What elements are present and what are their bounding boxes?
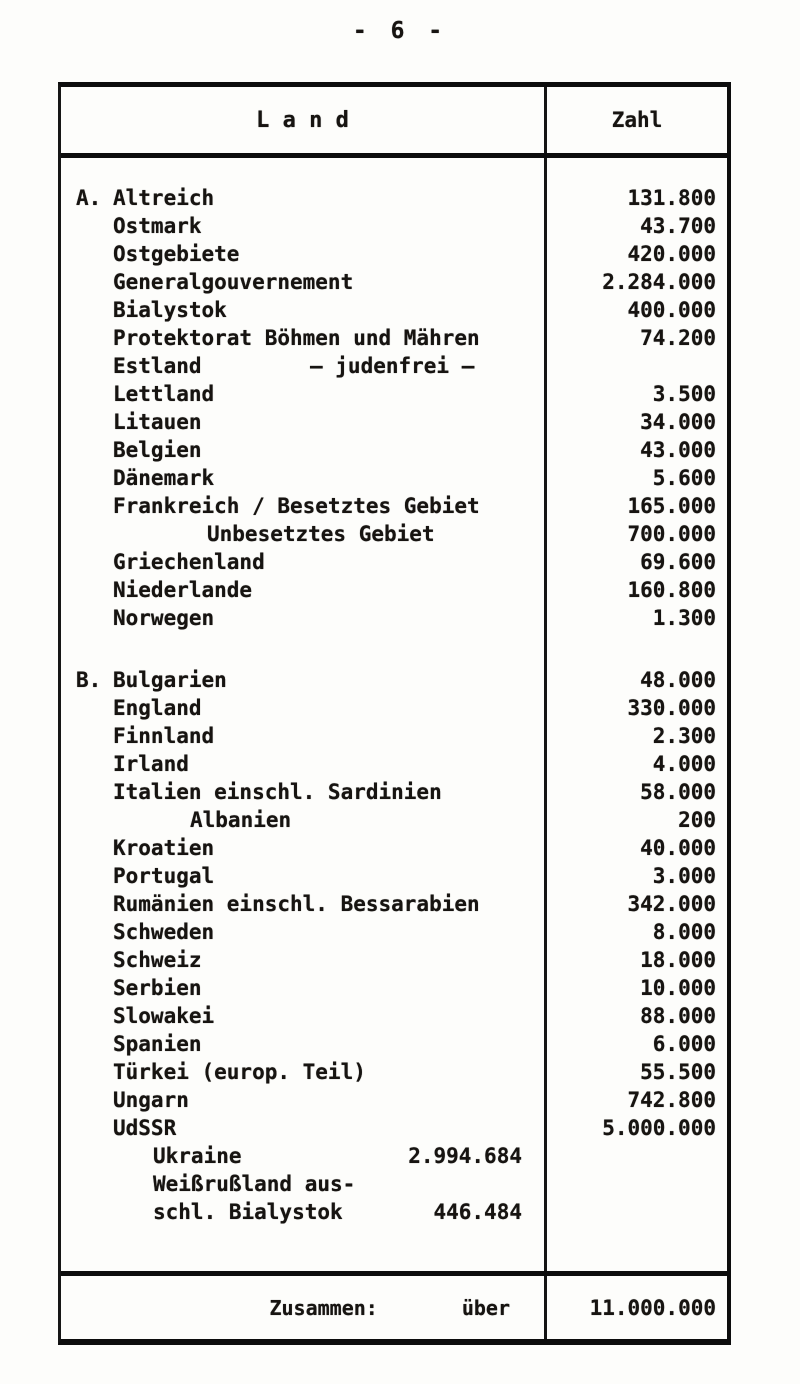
- total-value: 11.000.000: [589, 1295, 716, 1320]
- land-name: Bulgarien: [113, 668, 227, 692]
- land-name: Rumänien einschl. Bessarabien: [113, 892, 480, 916]
- zahl-cell: 165.000: [627, 494, 716, 518]
- total-qualifier: über: [461, 1295, 510, 1320]
- table-row: [61, 750, 727, 778]
- table-row: [61, 1170, 727, 1198]
- land-cell: [61, 806, 547, 834]
- zahl-cell: 88.000: [640, 1004, 716, 1028]
- zahl-cell: 55.500: [640, 1060, 716, 1084]
- land-cell: [61, 750, 547, 778]
- land-name: Dänemark: [113, 466, 215, 490]
- land-cell: [61, 604, 547, 632]
- table-row: [61, 408, 727, 436]
- land-name: Schweden: [113, 920, 215, 944]
- land-name: Ungarn: [113, 1088, 189, 1112]
- table-row: [61, 324, 727, 352]
- table-row: [61, 576, 727, 604]
- total-label-cell: [61, 1276, 547, 1339]
- zahl-cell: 400.000: [627, 298, 716, 322]
- land-name: Türkei (europ. Teil): [113, 1060, 366, 1084]
- land-cell: [61, 1058, 547, 1086]
- table-row: [61, 1058, 727, 1086]
- land-cell: [61, 492, 547, 520]
- table-row: [61, 974, 727, 1002]
- land-cell: [61, 1002, 547, 1030]
- table-row: [61, 1030, 727, 1058]
- land-cell: [61, 722, 547, 750]
- column-header-land: L a n d: [61, 87, 547, 153]
- land-cell: [61, 408, 547, 436]
- zahl-cell: [547, 1142, 727, 1170]
- land-cell: [61, 1142, 547, 1170]
- zahl-cell: 43.000: [640, 438, 716, 462]
- land-name: Serbien: [113, 976, 202, 1000]
- land-name: Griechenland: [113, 550, 265, 574]
- land-cell: [61, 380, 547, 408]
- land-cell: [61, 834, 547, 862]
- land-name: Bialystok: [113, 298, 227, 322]
- table-row: [61, 918, 727, 946]
- table-row: [61, 548, 727, 576]
- land-cell: [61, 464, 547, 492]
- table-total-row: [61, 1271, 727, 1339]
- table-row: [61, 778, 727, 806]
- land-name: Litauen: [113, 410, 202, 434]
- population-table: [58, 82, 731, 1345]
- land-cell: [61, 918, 547, 946]
- land-name: Spanien: [113, 1032, 202, 1056]
- table-row: [61, 722, 727, 750]
- zahl-cell: 18.000: [640, 948, 716, 972]
- zahl-cell: 3.000: [652, 864, 716, 888]
- table-row: [61, 862, 727, 890]
- zahl-cell: 2.284.000: [602, 270, 716, 294]
- zahl-cell: 10.000: [640, 976, 716, 1000]
- land-cell: [61, 890, 547, 918]
- land-name: Norwegen: [113, 606, 215, 630]
- table-row: [61, 436, 727, 464]
- land-name: Weißrußland aus-: [153, 1172, 356, 1196]
- zahl-cell: 58.000: [640, 780, 716, 804]
- land-name: schl. Bialystok: [153, 1200, 343, 1224]
- land-name: Protektorat Böhmen und Mähren: [113, 326, 480, 350]
- land-cell: [61, 974, 547, 1002]
- table-spacer-row: [61, 1226, 727, 1271]
- zahl-cell: [547, 1170, 727, 1198]
- table-body: [61, 158, 727, 1271]
- land-cell: [61, 352, 547, 380]
- land-name: Schweiz: [113, 948, 202, 972]
- table-spacer-row: [61, 158, 727, 184]
- land-cell: [61, 1170, 547, 1198]
- land-cell: [61, 862, 547, 890]
- land-name: Italien einschl. Sardinien: [113, 780, 442, 804]
- land-cell: [61, 694, 547, 722]
- table-row: [61, 240, 727, 268]
- table-spacer-row: [61, 632, 727, 666]
- land-cell: [61, 296, 547, 324]
- land-cell: [61, 324, 547, 352]
- zahl-cell: 700.000: [627, 522, 716, 546]
- status-note: – judenfrei –: [310, 354, 475, 378]
- zahl-cell: 160.800: [627, 578, 716, 602]
- land-name: Ostmark: [113, 214, 202, 238]
- table-row: [61, 806, 727, 834]
- zahl-cell: 48.000: [640, 668, 716, 692]
- land-cell: [61, 1086, 547, 1114]
- land-cell: [61, 666, 547, 694]
- zahl-cell: 6.000: [652, 1032, 716, 1056]
- land-name: Belgien: [113, 438, 202, 462]
- table-row: [61, 352, 727, 380]
- zahl-cell: 69.600: [640, 550, 716, 574]
- zahl-cell: 742.800: [627, 1088, 716, 1112]
- land-cell: [61, 520, 547, 548]
- land-cell: [61, 212, 547, 240]
- land-name: Finnland: [113, 724, 215, 748]
- land-name: Irland: [113, 752, 189, 776]
- land-cell: [61, 1198, 547, 1226]
- land-name: Slowakei: [113, 1004, 215, 1028]
- section-prefix: A.: [76, 186, 102, 210]
- zahl-cell: 1.300: [652, 606, 716, 630]
- zahl-cell: 5.600: [652, 466, 716, 490]
- land-name: Kroatien: [113, 836, 215, 860]
- total-label: Zusammen:: [269, 1295, 378, 1320]
- zahl-cell: 4.000: [652, 752, 716, 776]
- land-cell: [61, 778, 547, 806]
- section-prefix: B.: [76, 668, 102, 692]
- zahl-cell: 330.000: [627, 696, 716, 720]
- land-name: Lettland: [113, 382, 215, 406]
- land-cell: [61, 1114, 547, 1142]
- table-row: [61, 212, 727, 240]
- zahl-cell: 342.000: [627, 892, 716, 916]
- zahl-cell: 8.000: [652, 920, 716, 944]
- zahl-cell: 74.200: [640, 326, 716, 350]
- zahl-cell: 200: [678, 808, 716, 832]
- land-name: Albanien: [190, 808, 292, 832]
- table-row: [61, 296, 727, 324]
- land-cell: [61, 240, 547, 268]
- table-row: [61, 1114, 727, 1142]
- inline-zahl-value: 2.994.684: [408, 1144, 522, 1168]
- inline-zahl-value: 446.484: [433, 1200, 522, 1224]
- land-name: Ukraine: [153, 1144, 242, 1168]
- table-row: [61, 666, 727, 694]
- land-name: Portugal: [113, 864, 215, 888]
- table-row: [61, 184, 727, 212]
- table-row: [61, 1086, 727, 1114]
- zahl-cell: 40.000: [640, 836, 716, 860]
- table-row: [61, 834, 727, 862]
- land-name: UdSSR: [113, 1116, 177, 1140]
- zahl-cell: 34.000: [640, 410, 716, 434]
- table-row: [61, 380, 727, 408]
- land-cell: [61, 1030, 547, 1058]
- land-name: England: [113, 696, 202, 720]
- table-row: [61, 1198, 727, 1226]
- table-row: [61, 694, 727, 722]
- land-name: Unbesetztes Gebiet: [207, 522, 435, 546]
- zahl-cell: 5.000.000: [602, 1116, 716, 1140]
- land-name: Altreich: [113, 186, 215, 210]
- zahl-cell: [547, 1198, 727, 1226]
- zahl-cell: 2.300: [652, 724, 716, 748]
- land-cell: [61, 548, 547, 576]
- table-row: [61, 520, 727, 548]
- zahl-cell: 420.000: [627, 242, 716, 266]
- table-row: [61, 1142, 727, 1170]
- table-row: [61, 492, 727, 520]
- table-row: [61, 1002, 727, 1030]
- column-header-zahl: Zahl: [611, 108, 663, 132]
- zahl-cell: 3.500: [652, 382, 716, 406]
- table-header-row: [61, 87, 727, 158]
- land-cell: [61, 436, 547, 464]
- land-name: Niederlande: [113, 578, 253, 602]
- land-cell: [61, 946, 547, 974]
- land-cell: [61, 184, 547, 212]
- table-row: [61, 268, 727, 296]
- zahl-cell: 43.700: [640, 214, 716, 238]
- page-number: - 6 -: [352, 18, 448, 44]
- table-row: [61, 946, 727, 974]
- land-cell: [61, 576, 547, 604]
- table-row: [61, 604, 727, 632]
- table-row: [61, 890, 727, 918]
- table-row: [61, 464, 727, 492]
- zahl-cell: [547, 352, 727, 380]
- zahl-cell: 131.800: [627, 186, 716, 210]
- land-cell: [61, 268, 547, 296]
- land-name: Estland: [113, 354, 202, 378]
- land-name: Generalgouvernement: [113, 270, 354, 294]
- land-name: Ostgebiete: [113, 242, 240, 266]
- land-name: Frankreich / Besetztes Gebiet: [113, 494, 480, 518]
